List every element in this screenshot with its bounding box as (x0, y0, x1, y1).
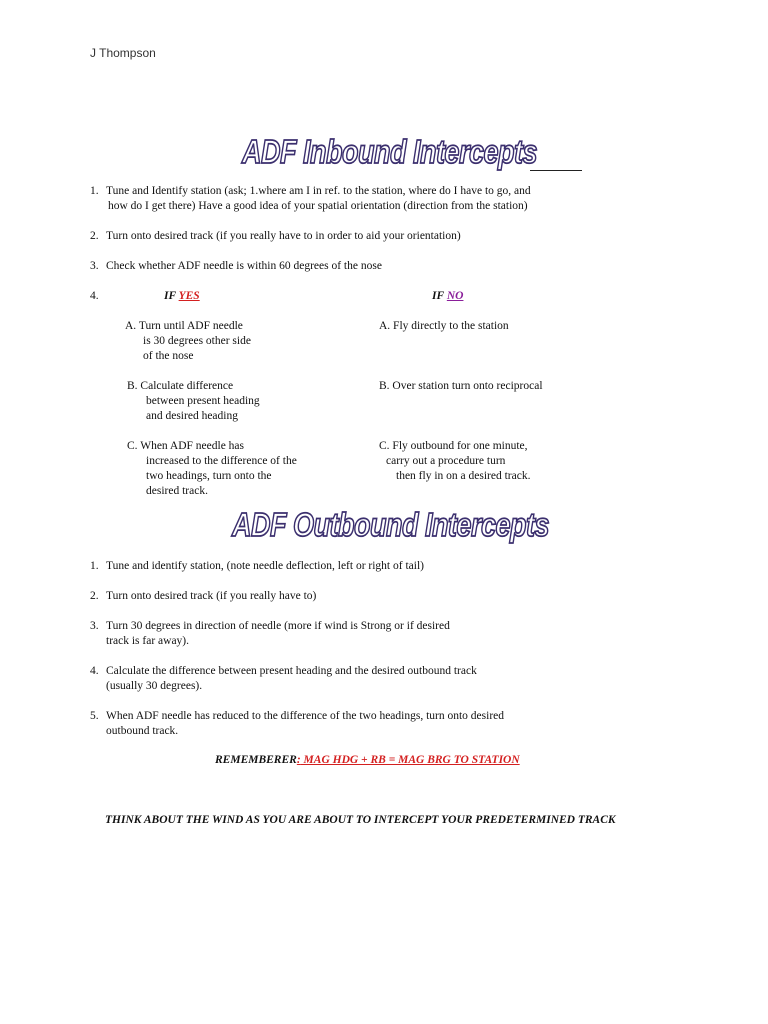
remember-note: REMEMBERER: MAG HDG + RB = MAG BRG TO STATION (215, 754, 520, 766)
outbound-item-2: 2. Turn onto desired track (if you really have to) (90, 590, 317, 602)
inbound-item-2: 2. Turn onto desired track (if you really have to in order to aid your orientation) (90, 230, 461, 242)
outbound-item-1: 1. Tune and identify station, (note needle deflection, left or right of tail) (90, 560, 424, 572)
inbound-title: ADF Inbound Intercepts (242, 133, 537, 171)
yes-step-b: B. Calculate difference between present heading and desired heading (127, 380, 260, 422)
inbound-item-1: 1. Tune and Identify station (ask; 1.where am I in ref. to the station, where do I have to go, and how do I get there) Have a good idea of your spatial orientation (direction from the station) (90, 185, 531, 212)
title-underline (530, 170, 582, 171)
no-step-a: A. Fly directly to the station (379, 320, 509, 332)
no-step-b: B. Over station turn onto reciprocal (379, 380, 543, 392)
outbound-item-4: 4. Calculate the difference between present heading and the desired outbound track (usually 30 degrees). (90, 665, 477, 692)
no-step-c: C. Fly outbound for one minute, carry out a procedure turn then fly in on a desired track. (379, 440, 531, 482)
inbound-item-3: 3. Check whether ADF needle is within 60 degrees of the nose (90, 260, 382, 272)
yes-step-c: C. When ADF needle has increased to the difference of the two headings, turn onto the desired track. (127, 440, 297, 497)
if-no-header: IF NO (432, 290, 464, 302)
outbound-title: ADF Outbound Intercepts (232, 506, 549, 544)
yes-step-a: A. Turn until ADF needle is 30 degrees other side of the nose (125, 320, 251, 362)
outbound-item-3: 3. Turn 30 degrees in direction of needle (more if wind is Strong or if desired track is far away). (90, 620, 450, 647)
think-note: THINK ABOUT THE WIND AS YOU ARE ABOUT TO INTERCEPT YOUR PREDETERMINED TRACK (105, 814, 616, 826)
author-name: J Thompson (90, 46, 156, 60)
outbound-item-5: 5. When ADF needle has reduced to the difference of the two headings, turn onto desired outbound track. (90, 710, 505, 737)
if-yes-header: IF YES (164, 290, 200, 302)
inbound-item-4-number: 4. (90, 290, 99, 302)
